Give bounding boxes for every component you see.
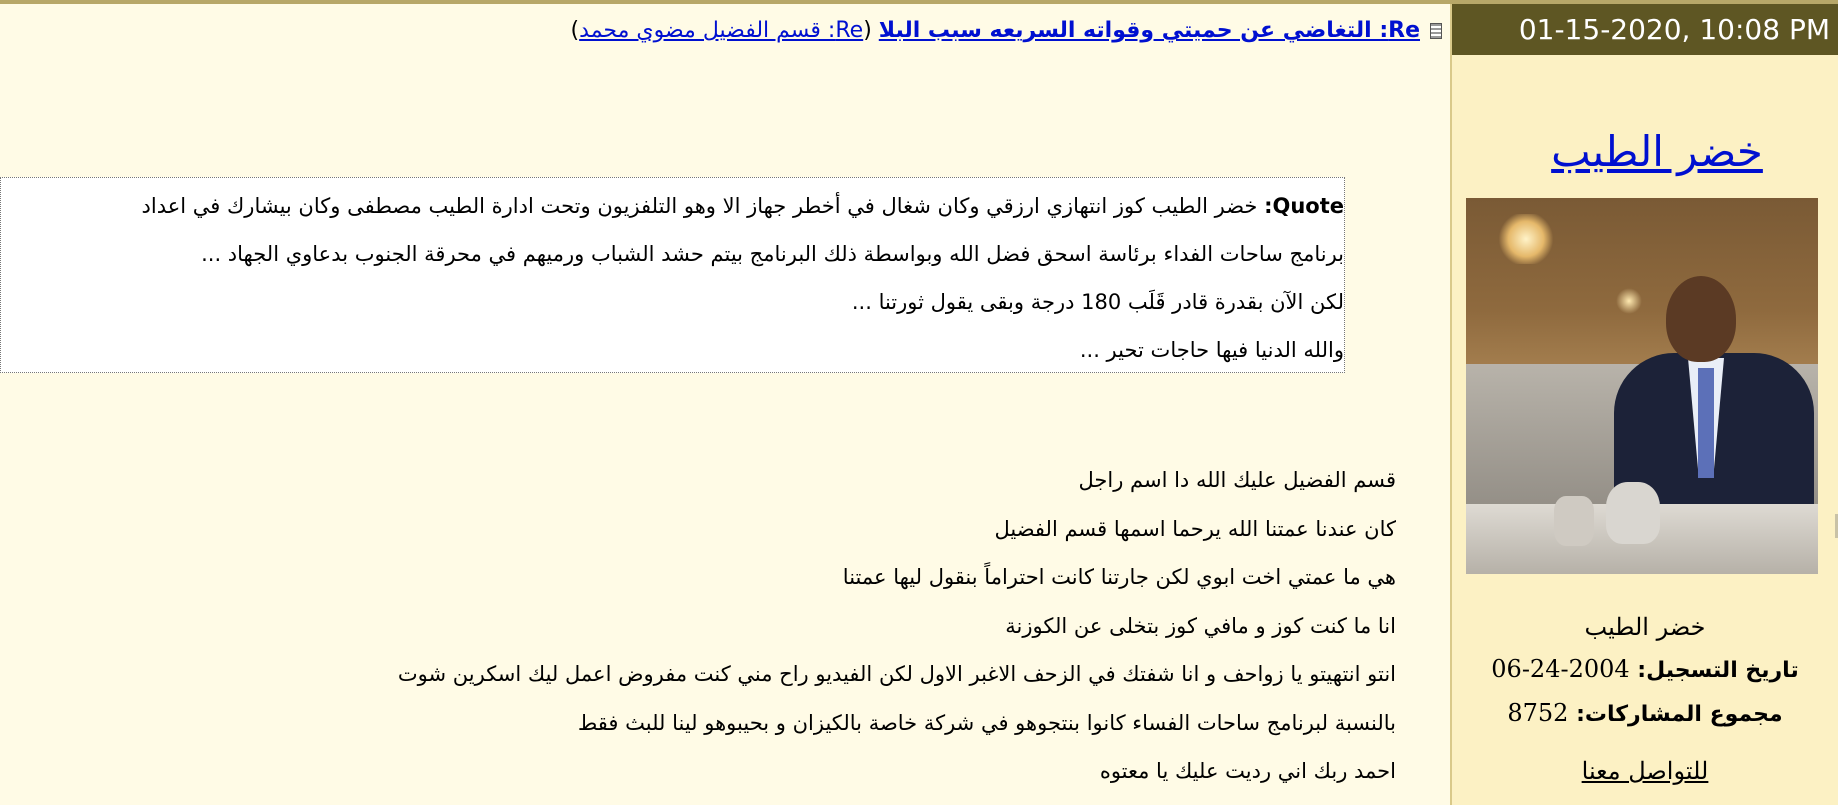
quote-block — [0, 177, 1345, 373]
post-count-row — [1452, 692, 1838, 736]
join-date-value: 06-24-2004 — [1491, 655, 1630, 683]
author-profile-info — [1452, 606, 1838, 792]
post-count-label: مجموع المشاركات: — [1576, 702, 1783, 727]
join-date-label: تاريخ التسجيل: — [1637, 658, 1799, 683]
reply-close-paren: ) — [570, 18, 580, 43]
reply-to-link[interactable]: Re: قسم الفضيل مضوي محمد — [579, 18, 864, 43]
author-sidebar — [1450, 4, 1838, 805]
post-subject-link[interactable]: Re: التغاضي عن حميتي وقواته السريعه سبب البلا — [878, 18, 1420, 43]
quote-line — [5, 182, 1344, 230]
quote-text: خضر الطيب كوز انتهازي ارزقي وكان شغال في أخطر جهاز الا وهو التلفزيون وتحت ادارة الطيب مصطفى وكان بيشارك في اعداد — [141, 194, 1258, 218]
post-datetime: 01-15-2020, 10:08 PM — [1452, 4, 1838, 55]
message-body — [398, 456, 1396, 796]
quote-label: Quote: — [1264, 194, 1344, 218]
post-count-value: 8752 — [1507, 699, 1569, 727]
quote-line: والله الدنيا فيها حاجات تحير ... — [1079, 338, 1344, 362]
message-line: احمد ربك اني رديت عليك يا معتوه — [1099, 759, 1396, 783]
message-line: انتو انتهيتو يا زواحف و انا شفتك في الزحف الاغبر الاول لكن الفيديو راح مني كنت مفروض اعمل ليك اسكرين شوت — [397, 662, 1396, 686]
message-line: كان عندنا عمتنا الله يرحما اسمها قسم الفضيل — [994, 516, 1396, 541]
author-avatar — [1466, 198, 1818, 574]
post-icon — [1430, 23, 1442, 39]
quote-line: برنامج ساحات الفداء برئاسة اسحق فضل الله وبواسطة ذلك البرنامج بيتم حشد الشباب ورميهم في محرقة الجنوب بدعاوي الجهاد ... — [201, 242, 1344, 266]
author-display-name: خضر الطيب — [1584, 613, 1706, 641]
contact-link[interactable]: للتواصل معنا — [1581, 757, 1709, 785]
join-date-row — [1452, 648, 1838, 692]
post-title-row — [571, 18, 1450, 43]
message-line: بالنسبة لبرنامج ساحات الفساء كانوا بنتجوهو في شركة خاصة بالكيزان و بحيبوهو لينا للبث فقط — [577, 710, 1396, 735]
message-line: انا ما كنت كوز و مافي كوز بتخلى عن الكوزنة — [1005, 613, 1396, 638]
message-line: هي ما عمتي اخت ابوي لكن جارتنا كانت احتراماً بنقول ليها عمتنا — [842, 565, 1396, 589]
quote-line: لكن الآن بقدرة قادر قَلَب 180 درجة وبقى يقول ثورتنا ... — [851, 290, 1344, 314]
message-line: قسم الفضيل عليك الله دا اسم راجل — [1078, 468, 1396, 492]
author-name-link[interactable]: خضر الطيب — [1551, 127, 1763, 176]
reply-open-paren: ( — [863, 18, 872, 43]
